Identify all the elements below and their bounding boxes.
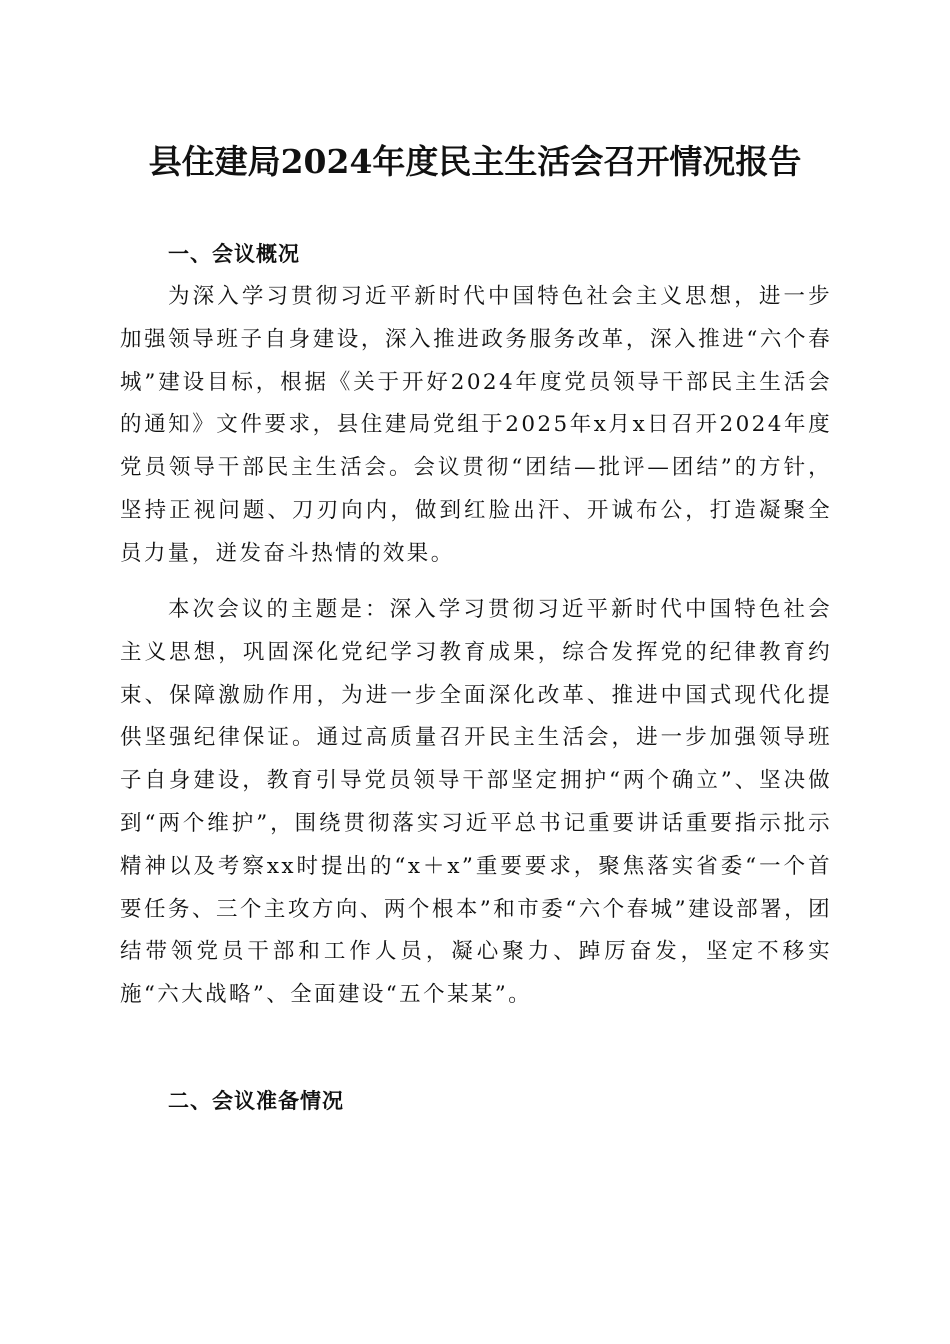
- paragraph-theme: 本次会议的主题是：深入学习贯彻习近平新时代中国特色社会主义思想，巩固深化党纪学习教育成果，综合发挥党的纪律教育约束、保障激励作用，为进一步全面深化改革、推进中国式现代化提供坚强纪律保证。通过高质量召开民主生活会，进一步加强领导班子自身建设，教育引导党员领导干部坚定拥护“两个确立”、坚决做到“两个维护”，围绕贯彻落实习近平总书记重要讲话重要指示批示精神以及考察xx时提出的“x＋x”重要要求，聚焦落实省委“一个首要任务、三个主攻方向、两个根本”和市委“六个春城”建设部署，团结带领党员干部和工作人员，凝心聚力、踔厉奋发，坚定不移实施“六大战略”、全面建设“五个某某”。: [120, 597, 832, 1008]
- document-title: 县住建局2024年度民主生活会召开情况报告: [148, 142, 802, 181]
- section-heading-preparation: 二、会议准备情况: [168, 1089, 344, 1113]
- section-heading-overview: 一、会议概况: [168, 242, 300, 266]
- paragraph-overview: 为深入学习贯彻习近平新时代中国特色社会主义思想，进一步加强领导班子自身建设，深入推进政务服务改革，深入推进“六个春城”建设目标，根据《关于开好2024年度党员领导干部民主生活会的通知》文件要求，县住建局党组于2025年x月x日召开2024年度党员领导干部民主生活会。会议贯彻“团结—批评—团结”的方针，坚持正视问题、刀刃向内，做到红脸出汗、开诚布公，打造凝聚全员力量，迸发奋斗热情的效果。: [120, 284, 832, 566]
